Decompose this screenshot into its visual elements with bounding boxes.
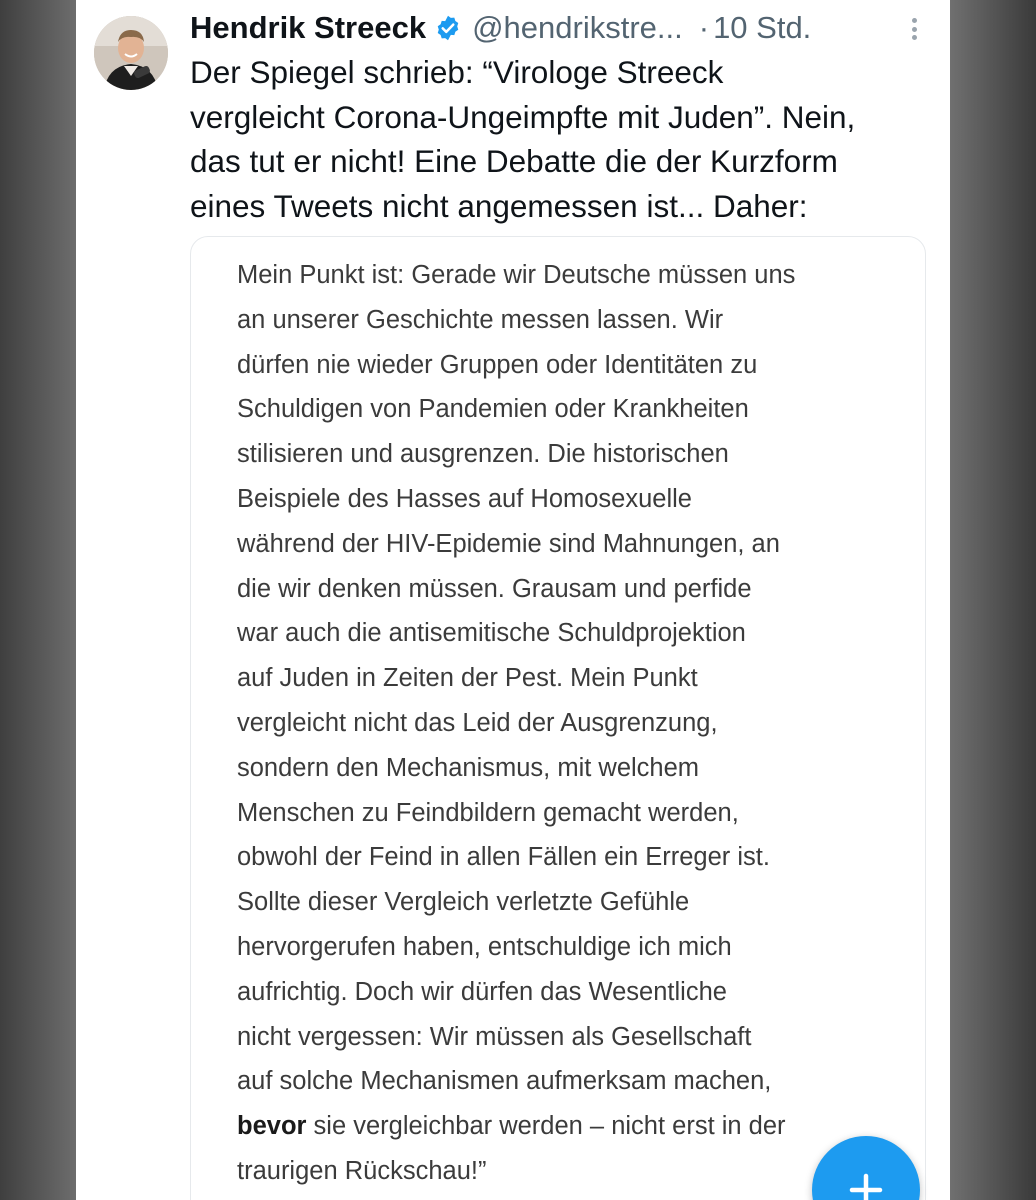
statement-line: sondern den Mechanismus, mit welchem [237, 753, 700, 782]
statement-line [237, 1104, 917, 1149]
separator-dot: · [698, 10, 710, 45]
statement-line: vergleicht nicht das Leid der Ausgrenzung, [237, 708, 718, 737]
tweet-text-line: das tut er nicht! Eine Debatte die der Kurzform [190, 143, 838, 179]
tweet-text-line: Der Spiegel schrieb: “Virologe Streeck [190, 54, 724, 90]
statement-line: nicht vergessen: Wir müssen als Gesellschaft [237, 1022, 752, 1051]
tweet-header [190, 8, 930, 48]
statement-line: Schuldigen von Pandemien oder Krankheiten [237, 395, 749, 424]
statement-line: Mein Punkt ist: Gerade wir Deutsche müssen uns [237, 261, 796, 289]
statement-line: dürfen nie wieder Gruppen oder Identitäten zu [237, 350, 758, 379]
statement-line: auf solche Mechanismen aufmerksam machen, [237, 1067, 772, 1096]
statement-bold-word: bevor [237, 1112, 307, 1141]
author-handle[interactable]: @hendrikstre... [472, 10, 683, 45]
more-vertical-icon[interactable] [902, 14, 926, 44]
statement-line: obwohl der Feind in allen Fällen ein Erreger ist. [237, 843, 770, 872]
statement-line: traurigen Rückschau!” [237, 1156, 487, 1185]
plus-icon [848, 1172, 884, 1200]
attached-statement-image[interactable] [190, 236, 926, 1200]
statement-line: hervorgerufen haben, entschuldige ich mich [237, 932, 732, 961]
statement-line: stilisieren und ausgrenzen. Die historischen [237, 440, 729, 469]
statement-line: an unserer Geschichte messen lassen. Wir [237, 305, 724, 334]
background-right [950, 0, 1036, 1200]
statement-line: Beispiele des Hasses auf Homosexuelle [237, 484, 692, 513]
statement-line: während der HIV-Epidemie sind Mahnungen, an [237, 529, 780, 558]
tweet-timestamp[interactable]: 10 Std. [713, 10, 812, 45]
statement-line: die wir denken müssen. Grausam und perfide [237, 574, 752, 603]
author-name[interactable]: Hendrik Streeck [190, 10, 427, 45]
statement-line: auf Juden in Zeiten der Pest. Mein Punkt [237, 664, 698, 693]
verified-badge-icon [434, 14, 462, 42]
tweet-text [190, 50, 930, 228]
background-left [0, 0, 76, 1200]
statement-line: Menschen zu Feindbildern gemacht werden, [237, 798, 739, 827]
tweet-panel [76, 0, 950, 1200]
statement-line: aufrichtig. Doch wir dürfen das Wesentliche [237, 977, 727, 1006]
tweet-text-line: vergleicht Corona-Ungeimpfte mit Juden”. Nein, [190, 98, 856, 135]
tweet-text-line: eines Tweets nicht angemessen ist... Daher: [190, 187, 808, 224]
statement-line: Sollte dieser Vergleich verletzte Gefühle [237, 888, 690, 917]
statement-line-rest: sie vergleichbar werden – nicht erst in der [306, 1112, 786, 1141]
statement-text [237, 253, 917, 1194]
avatar[interactable] [94, 16, 168, 90]
statement-line: war auch die antisemitische Schuldprojektion [237, 619, 746, 648]
